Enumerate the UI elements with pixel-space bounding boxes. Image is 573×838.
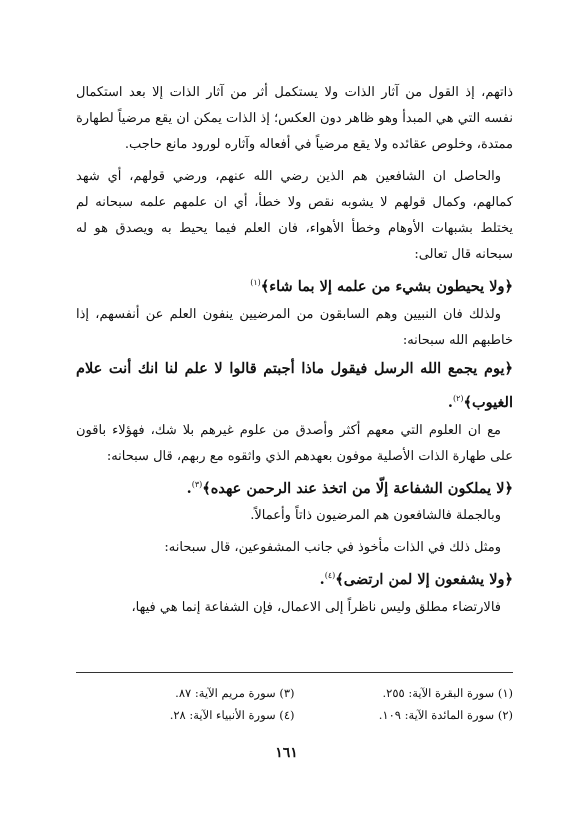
paragraph: ذاتهم، إذ القول من آثار الذات ولا يستكمل أثر من آثار الذات إلا بعد استكمال نفسه التي هي المبدأ وهو ظاهر دون العكس؛ إذ الذات يمكن ان يقع مرضياً لطهارة ممتدة، وخلوص عقائده ولا يقع مرضياً في أفعاله وآثاره لورود مانع حاجب. (76, 85, 513, 152)
footnote-marker: (٣) (191, 479, 203, 489)
footnotes (76, 682, 513, 726)
paragraph: مع ان العلوم التي معهم أكثر وأصدق من علوم غيرهم بلا شك، فهؤلاء باقون على طهارة الذات الأصلية موفون بعهدهم الذي واثقوه مع ربهم، قال سبحانه: (76, 422, 513, 464)
paragraph: فالارتضاء مطلق وليس ناظراً إلى الاعمال، فإن الشفاعة إنما هي فيها، (131, 600, 501, 616)
page-number: ١٦١ (275, 745, 298, 761)
verse-text: ﴿ولا يحيطون بشيء من علمه إلا بما شاء﴾ (260, 277, 513, 295)
paragraph: ومثل ذلك في الذات مأخوذ في جانب المشفوعين، قال سبحانه: (164, 540, 501, 556)
footnote: (٢) سورة المائدة الآية: ١٠٩. (378, 708, 513, 722)
footnote-marker: (١) (250, 278, 261, 287)
footnote: (١) سورة البقرة الآية: ٢٥٥. (382, 686, 513, 700)
main-text (76, 80, 513, 621)
quran-verse: ﴿ولا يشفعون إلا لمن ارتضى﴾$^{(٤)}$. (319, 571, 513, 589)
footnote-divider (76, 672, 513, 673)
quran-verse (76, 268, 513, 302)
paragraph: والحاصل ان الشافعين هم الذين رضي الله عنهم، ورضي قولهم، أي شهد كمالهم، وكمال قولهم لا يشوبه نقص ولا خطأ، أي ان علمهم علمه سبحانه لم يختلط بشبهات الأوهام وخطأ الأهواء، فان العلم فيما يحيط به ويصدق هو له سبحانه قال تعالى: (76, 169, 513, 262)
verse-text: ﴿لا يملكون الشفاعة إلّا من اتخذ عند الرحمن عهده﴾ (202, 479, 513, 497)
paragraph: ولذلك فان النبيين وهم السابقون من المرضيين ينفون العلم عن أنفسهم، إذا خاطبهم الله سبحانه: (76, 306, 513, 348)
quran-verse: ﴿يوم يجمع الله الرسل فيقول ماذا أجبتم قالوا لا علم لنا انك أنت علام الغيوب﴾$^{(٢)}$. (76, 359, 513, 411)
footnote: (٣) سورة مريم الآية: ٨٧. (175, 686, 295, 700)
paragraph: وبالجملة فالشافعون هم المرضيون ذاتاً وأعمالاً. (250, 508, 501, 524)
footnote: (٤) سورة الأنبياء الآية: ٢٨. (169, 708, 295, 722)
footnote-row (76, 704, 513, 726)
verse-text: ﴿يوم يجمع الله الرسل فيقول ماذا أجبتم قالوا لا علم لنا انك أنت علام الغيوب﴾ (76, 359, 513, 411)
quran-verse: ﴿لا يملكون الشفاعة إلّا من اتخذ عند الرحمن عهده﴾$^{(٣)}$. (186, 479, 513, 497)
verse-text: ﴿ولا يشفعون إلا لمن ارتضى﴾ (335, 571, 513, 589)
footnote-row (76, 682, 513, 704)
footnote-marker: (٢) (452, 393, 464, 403)
footnote-marker: (٤) (324, 571, 336, 581)
